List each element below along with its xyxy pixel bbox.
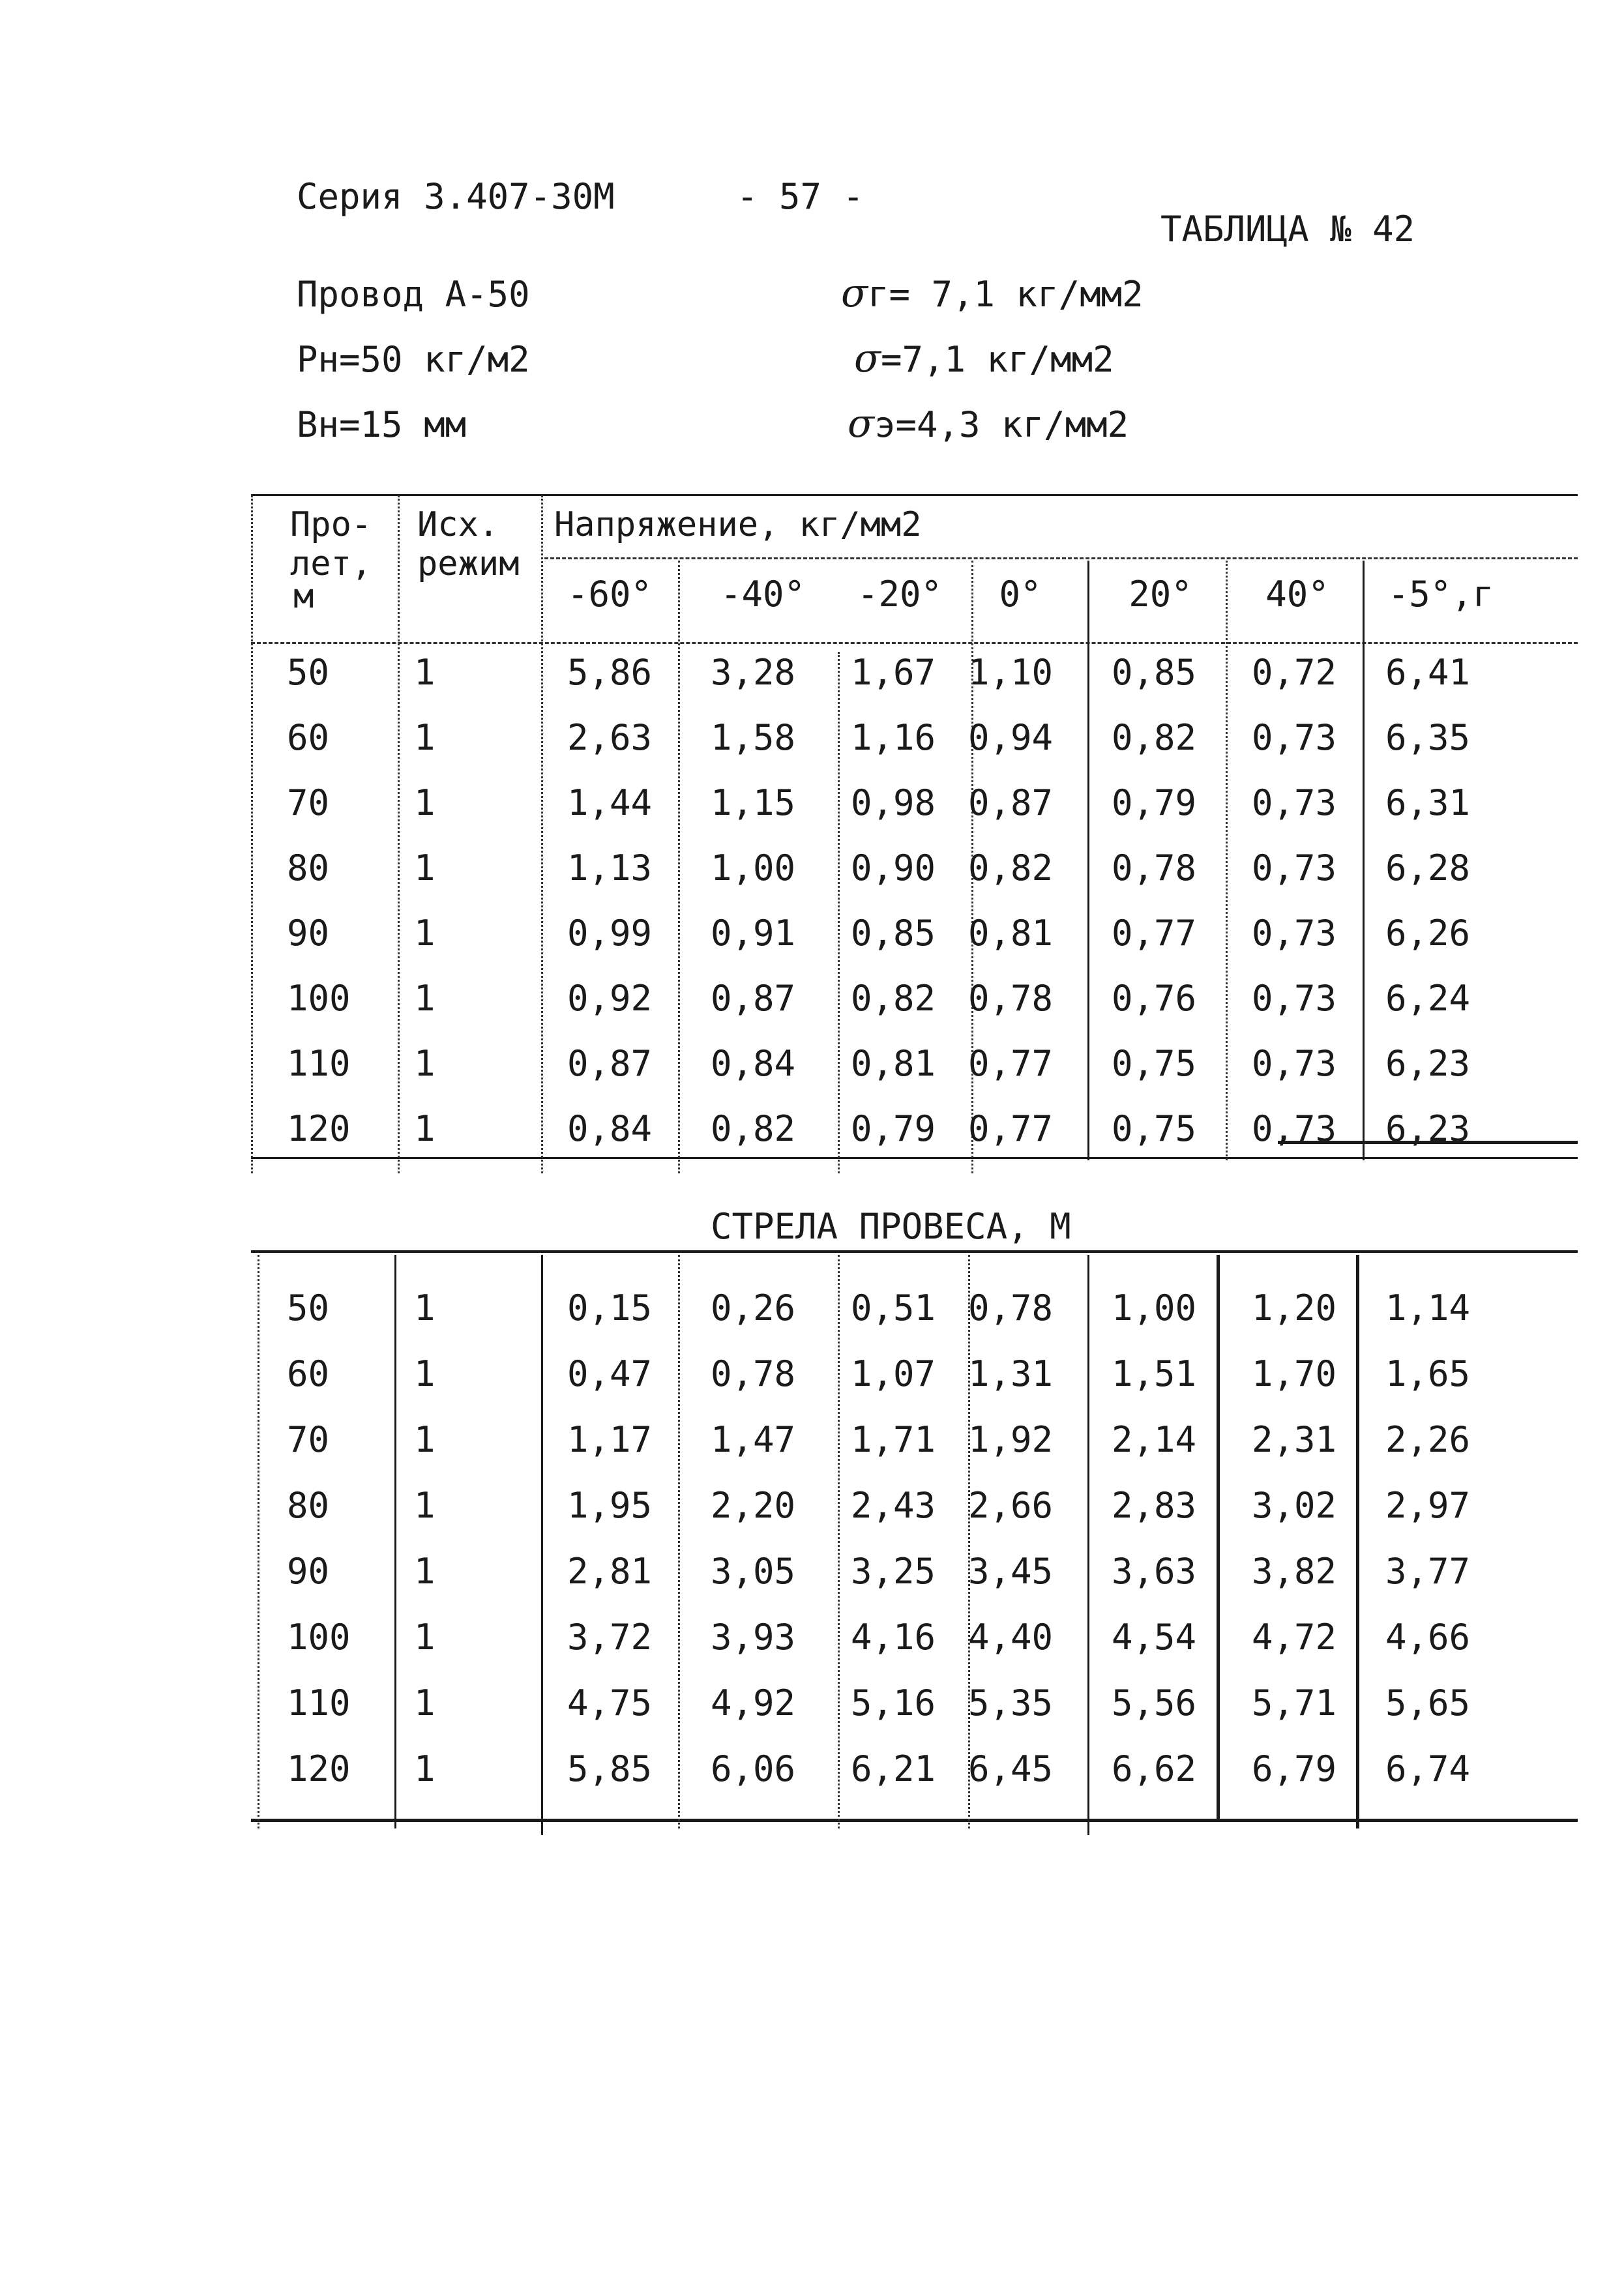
sag-title: СТРЕЛА ПРОВЕСА, М [711, 1206, 1071, 1247]
sag-col-rule-60 [678, 1255, 680, 1828]
temp-header: -5°,г [1387, 574, 1494, 615]
value-cell: 0,87 [710, 978, 796, 1019]
value-cell: 6,28 [1385, 847, 1471, 888]
temp-header: 20° [1129, 574, 1192, 615]
value-cell: 0,73 [1251, 1108, 1337, 1149]
value-cell: 3,63 [1111, 1551, 1197, 1592]
value-cell: 0,90 [850, 847, 936, 888]
value-cell: 6,79 [1251, 1748, 1337, 1789]
value-cell: 0,72 [1251, 652, 1337, 693]
value-cell: 0,73 [1251, 717, 1337, 758]
value-cell: 1,58 [710, 717, 796, 758]
col-rule-left [251, 495, 253, 1173]
value-cell: 5,65 [1385, 1682, 1471, 1724]
mode-cell: 1 [414, 1617, 436, 1658]
value-cell: 1,47 [710, 1419, 796, 1460]
temp-header: 0° [999, 574, 1042, 615]
value-cell: 0,76 [1111, 978, 1197, 1019]
value-cell: 0,78 [1111, 847, 1197, 888]
value-cell: 6,24 [1385, 978, 1471, 1019]
mode-cell: 1 [414, 1485, 436, 1526]
value-cell: 0,92 [567, 978, 653, 1019]
value-cell: 0,79 [850, 1108, 936, 1149]
temp-header: -40° [720, 574, 806, 615]
sigma-g-value: г= 7,1 кг/мм2 [867, 274, 1144, 315]
value-cell: 0,75 [1111, 1043, 1197, 1084]
header-subrule [544, 557, 1578, 559]
sag-col-rule-mode [541, 1255, 543, 1835]
temp-header: -60° [567, 574, 653, 615]
value-cell: 0,73 [1251, 847, 1337, 888]
sag-col-rule-p40 [1217, 1255, 1220, 1822]
sigma-minus-value: =7,1 кг/мм2 [880, 339, 1114, 380]
span-cell: 80 [287, 847, 330, 888]
value-cell: 0,15 [567, 1287, 653, 1328]
header-bottom-rule [251, 642, 1578, 644]
value-cell: 1,51 [1111, 1353, 1197, 1394]
sigma-symbol: σ [841, 271, 868, 316]
sag-table-bottom-rule [251, 1819, 1578, 1822]
stress-title: Напряжение, кг/мм2 [554, 505, 922, 544]
value-cell: 0,77 [967, 1108, 1054, 1149]
value-cell: 2,66 [967, 1485, 1054, 1526]
value-cell: 0,84 [710, 1043, 796, 1084]
value-cell: 2,43 [850, 1485, 936, 1526]
value-cell: 0,85 [850, 913, 936, 954]
value-cell: 0,81 [850, 1043, 936, 1084]
value-cell: 0,84 [567, 1108, 653, 1149]
value-cell: 5,16 [850, 1682, 936, 1724]
value-cell: 6,41 [1385, 652, 1471, 693]
value-cell: 0,73 [1251, 1043, 1337, 1084]
temp-header: -20° [857, 574, 943, 615]
mode-cell: 1 [414, 782, 436, 823]
span-cell: 50 [287, 652, 330, 693]
value-cell: 3,28 [710, 652, 796, 693]
value-cell: 1,20 [1251, 1287, 1337, 1328]
mode-cell: 1 [414, 652, 436, 693]
value-cell: 4,92 [710, 1682, 796, 1724]
value-cell: 1,07 [850, 1353, 936, 1394]
value-cell: 5,35 [967, 1682, 1054, 1724]
value-cell: 4,75 [567, 1682, 653, 1724]
mode-cell: 1 [414, 1108, 436, 1149]
span-cell: 120 [287, 1748, 351, 1789]
value-cell: 2,83 [1111, 1485, 1197, 1526]
stress-table-bottom-rule [251, 1157, 1578, 1159]
value-cell: 6,23 [1385, 1108, 1471, 1149]
table-top-rule [251, 494, 1578, 496]
span-header-1: Про- [290, 505, 372, 544]
mode-cell: 1 [414, 1682, 436, 1724]
value-cell: 0,75 [1111, 1108, 1197, 1149]
value-cell: 0,82 [710, 1108, 796, 1149]
span-cell: 90 [287, 1551, 330, 1592]
mode-header-1: Исх. [417, 505, 499, 544]
value-cell: 6,74 [1385, 1748, 1471, 1789]
value-cell: 0,47 [567, 1353, 653, 1394]
value-cell: 0,82 [1111, 717, 1197, 758]
table-number: ТАБЛИЦА № 42 [1160, 209, 1415, 250]
span-cell: 110 [287, 1682, 351, 1724]
sag-col-rule-last [1356, 1255, 1359, 1828]
value-cell: 3,45 [967, 1551, 1054, 1592]
sag-col-rule-40 [838, 1255, 840, 1828]
span-cell: 100 [287, 1617, 351, 1658]
value-cell: 0,73 [1251, 782, 1337, 823]
value-cell: 0,98 [850, 782, 936, 823]
mode-cell: 1 [414, 978, 436, 1019]
value-cell: 0,26 [710, 1287, 796, 1328]
col-rule-mode [541, 495, 543, 1173]
col-rule-span [398, 495, 400, 1173]
mode-cell: 1 [414, 1287, 436, 1328]
value-cell: 1,00 [710, 847, 796, 888]
series-label: Серия 3.407-30М [297, 176, 615, 217]
temp-header: 40° [1265, 574, 1329, 615]
value-cell: 3,77 [1385, 1551, 1471, 1592]
sag-col-rule-left [258, 1255, 259, 1828]
value-cell: 1,92 [967, 1419, 1054, 1460]
value-cell: 6,23 [1385, 1043, 1471, 1084]
value-cell: 4,66 [1385, 1617, 1471, 1658]
value-cell: 0,91 [710, 913, 796, 954]
value-cell: 5,85 [567, 1748, 653, 1789]
value-cell: 6,21 [850, 1748, 936, 1789]
span-cell: 70 [287, 1419, 330, 1460]
value-cell: 0,73 [1251, 913, 1337, 954]
value-cell: 1,13 [567, 847, 653, 888]
value-cell: 0,78 [710, 1353, 796, 1394]
value-cell: 3,02 [1251, 1485, 1337, 1526]
value-cell: 6,31 [1385, 782, 1471, 823]
value-cell: 1,65 [1385, 1353, 1471, 1394]
span-cell: 100 [287, 978, 351, 1019]
value-cell: 0,94 [967, 717, 1054, 758]
value-cell: 0,51 [850, 1287, 936, 1328]
value-cell: 6,35 [1385, 717, 1471, 758]
value-cell: 3,93 [710, 1617, 796, 1658]
value-cell: 1,16 [850, 717, 936, 758]
value-cell: 0,77 [1111, 913, 1197, 954]
mode-cell: 1 [414, 1353, 436, 1394]
value-cell: 2,14 [1111, 1419, 1197, 1460]
value-cell: 6,62 [1111, 1748, 1197, 1789]
value-cell: 3,82 [1251, 1551, 1337, 1592]
value-cell: 1,95 [567, 1485, 653, 1526]
value-cell: 1,71 [850, 1419, 936, 1460]
value-cell: 0,87 [567, 1043, 653, 1084]
value-cell: 0,79 [1111, 782, 1197, 823]
value-cell: 1,14 [1385, 1287, 1471, 1328]
value-cell: 1,31 [967, 1353, 1054, 1394]
value-cell: 0,87 [967, 782, 1054, 823]
ice-thickness: Вн=15 мм [297, 404, 467, 445]
span-cell: 70 [287, 782, 330, 823]
value-cell: 2,63 [567, 717, 653, 758]
value-cell: 0,78 [967, 1287, 1054, 1328]
page-number: - 57 - [737, 176, 864, 217]
value-cell: 1,44 [567, 782, 653, 823]
value-cell: 2,81 [567, 1551, 653, 1592]
value-cell: 1,10 [967, 652, 1054, 693]
value-cell: 1,17 [567, 1419, 653, 1460]
value-cell: 2,26 [1385, 1419, 1471, 1460]
mode-cell: 1 [414, 1043, 436, 1084]
value-cell: 2,31 [1251, 1419, 1337, 1460]
value-cell: 3,05 [710, 1551, 796, 1592]
col-rule-60 [678, 561, 680, 1173]
col-rule-p20 [1226, 561, 1228, 1160]
value-cell: 1,67 [850, 652, 936, 693]
value-cell: 0,73 [1251, 978, 1337, 1019]
value-cell: 5,56 [1111, 1682, 1197, 1724]
value-cell: 3,72 [567, 1617, 653, 1658]
value-cell: 4,72 [1251, 1617, 1337, 1658]
value-cell: 5,71 [1251, 1682, 1337, 1724]
mode-cell: 1 [414, 1419, 436, 1460]
span-header-3: м [293, 577, 314, 616]
span-header-2: лет, [290, 544, 372, 583]
value-cell: 6,26 [1385, 913, 1471, 954]
value-cell: 4,16 [850, 1617, 936, 1658]
sigma-e-value: э=4,3 кг/мм2 [874, 404, 1129, 445]
span-cell: 110 [287, 1043, 351, 1084]
sigma-g-param [841, 271, 1144, 316]
mode-header-2: режим [417, 544, 520, 583]
value-cell: 0,85 [1111, 652, 1197, 693]
mode-cell: 1 [414, 1551, 436, 1592]
sag-col-rule-0 [968, 1255, 970, 1828]
span-cell: 60 [287, 717, 330, 758]
span-cell: 90 [287, 913, 330, 954]
span-cell: 120 [287, 1108, 351, 1149]
span-cell: 60 [287, 1353, 330, 1394]
mode-cell: 1 [414, 1748, 436, 1789]
wind-pressure: Рн=50 кг/м2 [297, 339, 530, 380]
value-cell: 0,99 [567, 913, 653, 954]
value-cell: 1,00 [1111, 1287, 1197, 1328]
value-cell: 0,81 [967, 913, 1054, 954]
value-cell: 6,45 [967, 1748, 1054, 1789]
mode-cell: 1 [414, 847, 436, 888]
sigma-e-param [848, 401, 1129, 447]
sigma-symbol: σ [848, 401, 874, 447]
value-cell: 0,77 [967, 1043, 1054, 1084]
value-cell: 0,82 [850, 978, 936, 1019]
wire-type: Провод А-50 [297, 274, 530, 315]
span-cell: 80 [287, 1485, 330, 1526]
value-cell: 6,06 [710, 1748, 796, 1789]
value-cell: 0,82 [967, 847, 1054, 888]
value-cell: 2,97 [1385, 1485, 1471, 1526]
value-cell: 0,78 [967, 978, 1054, 1019]
value-cell: 4,40 [967, 1617, 1054, 1658]
value-cell: 4,54 [1111, 1617, 1197, 1658]
span-cell: 50 [287, 1287, 330, 1328]
sag-table-top-rule [251, 1250, 1578, 1253]
value-cell: 3,25 [850, 1551, 936, 1592]
mode-cell: 1 [414, 717, 436, 758]
sigma-symbol: σ [854, 336, 881, 381]
value-cell: 1,15 [710, 782, 796, 823]
sigma-minus-param [854, 336, 1114, 381]
mode-cell: 1 [414, 913, 436, 954]
value-cell: 5,86 [567, 652, 653, 693]
value-cell: 2,20 [710, 1485, 796, 1526]
value-cell: 1,70 [1251, 1353, 1337, 1394]
sag-col-rule-span [394, 1255, 396, 1828]
